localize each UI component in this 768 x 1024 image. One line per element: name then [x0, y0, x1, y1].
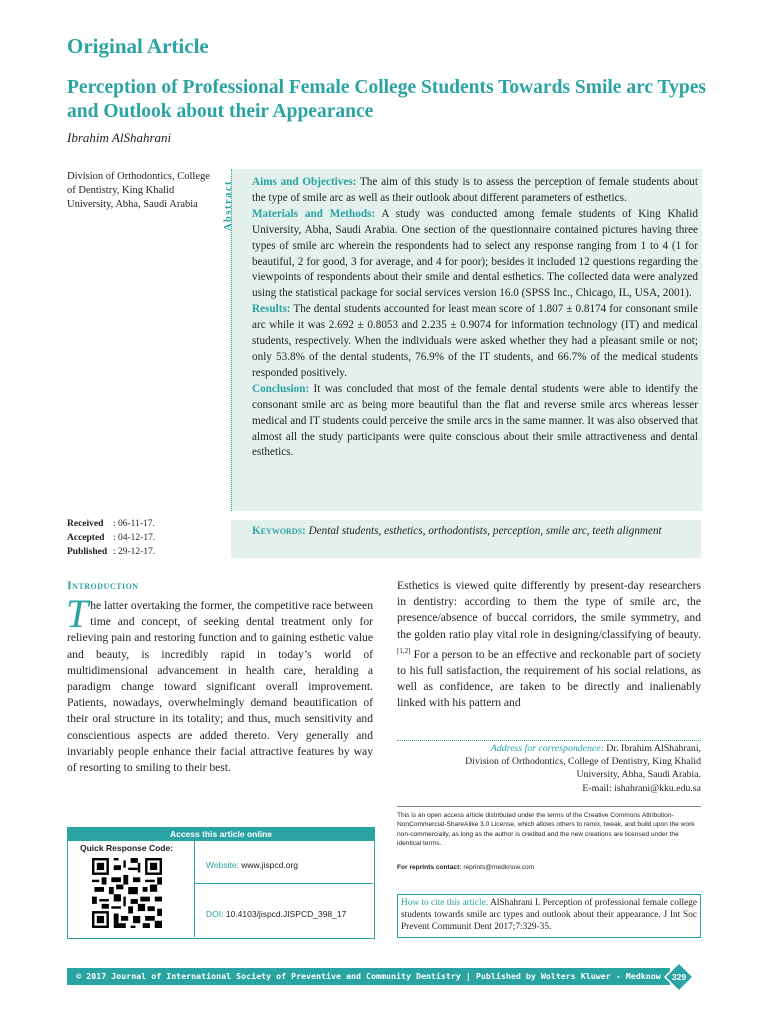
received-date: : 06-11-17. [113, 519, 155, 529]
access-divider [194, 841, 195, 937]
conclusion-text: It was concluded that most of the female dental students were able to identify the consonant smile arc as being more beautiful than the flat and reverse smile arcs whereas lesser medical and IT students could perceive the smile arcs in the same manner. It was also observed that almost all the study participants were quite conscious about their smile attractiveness and dental esthetics. [252, 382, 698, 459]
page-number-badge [664, 962, 694, 992]
correspondence-heading: Address for correspondence: [490, 743, 604, 754]
article-title: Perception of Professional Female College Students Towards Smile arc Types and Outlook about their Appearance [67, 77, 706, 122]
affiliation: Division of Orthodontics, College of Dentistry, King Khalid University, Abha, Saudi Arabia [67, 171, 210, 210]
keywords-block [252, 524, 692, 539]
correspondence-email[interactable]: E-mail: ishahrani@kku.edu.sa [582, 782, 701, 794]
introduction-body: he latter overtaking the former, the competitive race between time and concept, of seeking dental treatment only for relieving pain and restoring function and to gaining esthetic value and beauty, is incredibly rapid in today’s world of multidimensional advancement in health care, heralding a paradigm change toward significant overall improvement. Patients, nowadays, overwhelmingly demand beautification of their oral structure in its totality; and thus, much sensitivity and conscientious aspects are added thereto. Very generally and invariably people enhance their facial attractive features by way of resorting to smiling to their best. [67, 599, 373, 775]
website-link[interactable]: www.jispcd.org [238, 860, 298, 870]
published-date: : 29-12-17. [113, 547, 156, 557]
license-divider [397, 806, 701, 807]
license-text: This is an open access article distributed under the terms of the Creative Commons Attribution-NonCommercial-ShareAlike 3.0 License, which allows others to remix, tweak, and build upon the work non-commercially, as long as the author is credited and the new creations are licensed under the identical terms. [397, 812, 695, 848]
access-mid-divider [194, 883, 373, 884]
abstract-label-text: Abstract [223, 179, 235, 232]
right-text-part1: Esthetics is viewed quite differently by present-day researchers in dentistry: according to them the type of smile arc, the presence/absence of buccal corridors, the smile symmetry, and the golden ratio play vital role in designing/classifying of beauty. [397, 579, 701, 641]
correspondence-block [397, 742, 701, 795]
abstract-text [252, 175, 698, 461]
keywords-heading: Keywords: [252, 525, 306, 537]
correspondence-line1: Division of Orthodontics, College of Dentistry, King Khalid [465, 756, 701, 768]
doi-label: DOI: [206, 909, 224, 919]
access-heading: Access this article online [67, 827, 375, 841]
drop-cap: T [66, 591, 89, 636]
aims-heading: Aims and Objectives: [252, 176, 357, 188]
doi-link[interactable]: 10.4103/jispcd.JISPCD_398_17 [223, 909, 347, 919]
citation-body: AlShahrani I. Perception of professional female college students towards smile arc types and outlook about their appearance. J Int Soc Prevent Communit Dent 2017;7:329-35. [401, 898, 697, 932]
right-column-text [397, 578, 701, 711]
methods-text: A study was conducted among female students of King Khalid University, Abha, Saudi Arabia. One section of the questionnaire contained pictures having three types of smile arc wherein the respondents had to select any response ranging from 1 to 4 (1 for beautiful, 2 for good, 3 for average, and 4 for poor); besides it included 12 questions regarding the viewpoints of respondents about their smile and dental esthetics. The collected data were analyzed using the statistical package for social services version 16.0 (SPSS Inc., Chicago, IL, USA, 2001). [252, 207, 698, 300]
dates-block [67, 517, 155, 559]
conclusion-heading: Conclusion: [252, 382, 310, 395]
introduction-text [66, 591, 373, 776]
reprints-line [397, 864, 701, 871]
right-text-part2: For a person to be an effective and reckonable part of society to his full satisfaction, the requirement of his social relations, as well as confidence, are taken to be directly and inalienably linked with his pattern and [397, 647, 701, 710]
aims-text: The aim of this study is to assess the perception of female students about the type of smile arc as well as their outlook about different parameters of esthetics. [252, 176, 698, 204]
qr-code[interactable] [92, 857, 162, 929]
qr-label: Quick Response Code: [80, 843, 174, 853]
accepted-label: Accepted [67, 533, 105, 543]
reprints-email[interactable]: reprints@medknow.com [461, 864, 535, 871]
accepted-date: : 04-12-17. [113, 533, 156, 543]
correspondence-name: Dr. Ibrahim AlShahrani, [603, 743, 701, 754]
keywords-text: Dental students, esthetics, orthodontists, perception, smile arc, teeth alignment [305, 525, 662, 537]
reprints-label: For reprints contact: [397, 864, 462, 871]
methods-heading: Materials and Methods: [252, 207, 376, 220]
footer-bar: © 2017 Journal of International Society of Preventive and Community Dentistry | Published by Wolters Kluwer - Medknow [67, 968, 670, 985]
website-label: Website: [206, 860, 239, 870]
correspondence-line2: University, Abha, Saudi Arabia. [576, 769, 701, 781]
correspondence-divider [397, 740, 701, 741]
citation-heading: How to cite this article: [401, 898, 489, 908]
results-text: The dental students accounted for least mean score of 1.807 ± 0.8174 for consonant smile arc while it was 2.692 ± 0.8053 and 2.235 ± 0.9074 for information technology (IT) and medical students, respectively. When the individuals were asked whether they had a pleasant smile or not; only 53.8% of the dental students, 76.9% of the IT students, and 66.7% of the medical students responded positively. [252, 303, 698, 379]
article-type: Original Article [67, 34, 209, 58]
results-heading: Results: [252, 303, 291, 316]
published-label: Published [67, 547, 108, 557]
abstract-side-label [223, 172, 249, 246]
citation-text [401, 897, 697, 933]
website-line [206, 860, 298, 870]
doi-line [206, 909, 346, 919]
received-label: Received [67, 519, 104, 529]
citation-ref: [1,2] [397, 646, 411, 655]
author-name: Ibrahim AlShahrani [67, 130, 172, 145]
page-number: 329 [671, 972, 687, 982]
introduction-heading: Introduction [67, 578, 139, 592]
